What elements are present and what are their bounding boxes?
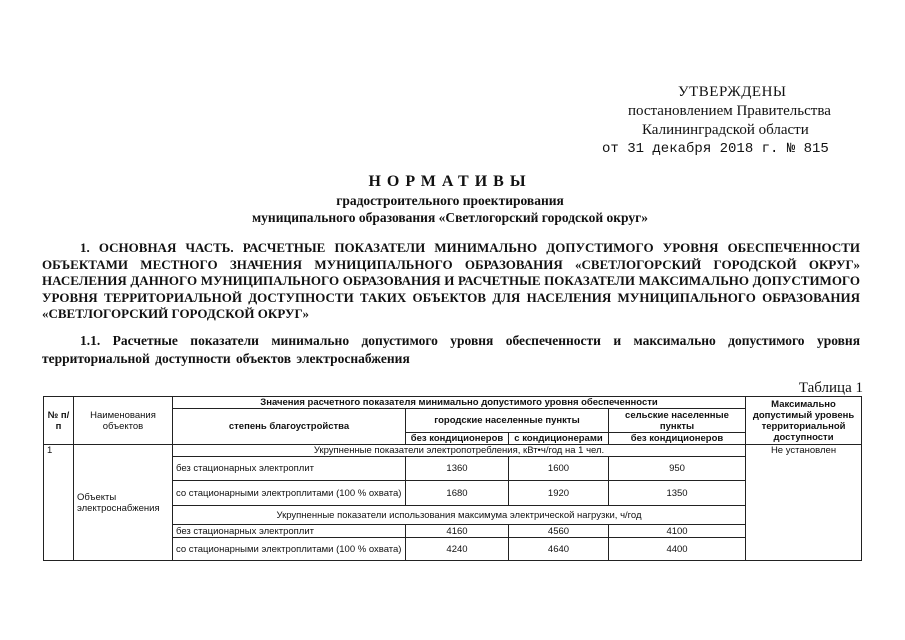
value-urban-no-ac: 1360 bbox=[406, 457, 509, 481]
row-label: без стационарных электроплит bbox=[173, 525, 406, 538]
value-urban-no-ac: 4160 bbox=[406, 525, 509, 538]
section-heading: 1. ОСНОВНАЯ ЧАСТЬ. РАСЧЕТНЫЕ ПОКАЗАТЕЛИ МИНИМАЛЬНО ДОПУСТИМОГО УРОВНЯ ОБЕСПЕЧЕННОСТИ ОБЪЕКТАМИ МЕСТНОГО ЗНАЧЕНИЯ МУНИЦИПАЛЬНОГО ОБРАЗОВАНИЯ «СВЕТЛОГОРСКИЙ ГОРОДСКОЙ ОКРУГ» НАСЕЛЕНИЯ ДАННОГО МУНИЦИПАЛЬНОГО ОБРАЗОВАНИЯ И РАСЧЕТНЫЕ ПОКАЗАТЕЛИ МАКСИМАЛЬНО ДОПУСТИМОГО УРОВНЯ ТЕРРИТОРИАЛЬНОЙ ДОСТУПНОСТИ ТАКИХ ОБЪЕКТОВ ДЛЯ НАСЕЛЕНИЯ МУНИЦИПАЛЬНОГО ОБРАЗОВАНИЯ «СВЕТЛОГОРСКИЙ ГОРОДСКОЙ ОКРУГ» bbox=[42, 240, 860, 321]
value-urban-with-ac: 1920 bbox=[509, 481, 609, 506]
approval-line-date: от 31 декабря 2018 г. № 815 bbox=[602, 141, 829, 157]
value-urban-with-ac: 1600 bbox=[509, 457, 609, 481]
value-urban-with-ac: 4560 bbox=[509, 525, 609, 538]
header-max-access: Максимально допустимый уровень территориальной доступности bbox=[746, 397, 862, 445]
value-urban-no-ac: 4240 bbox=[406, 538, 509, 561]
row-number: 1 bbox=[44, 445, 74, 561]
group1-title: Укрупненные показатели электропотребления, кВт•ч/год на 1 чел. bbox=[173, 445, 746, 457]
value-rural: 1350 bbox=[609, 481, 746, 506]
header-values-group: Значения расчетного показателя минимально допустимого уровня обеспеченности bbox=[173, 397, 746, 409]
row-label: со стационарными электроплитами (100 % охвата) bbox=[173, 538, 406, 561]
norms-table bbox=[43, 396, 862, 561]
document-subtitle-1: градостроительного проектирования bbox=[336, 193, 564, 208]
value-rural: 4100 bbox=[609, 525, 746, 538]
header-object-name: Наименования объектов bbox=[74, 397, 173, 445]
value-rural: 950 bbox=[609, 457, 746, 481]
header-rural: сельские населенные пункты bbox=[609, 409, 746, 433]
table-caption: Таблица 1 bbox=[798, 380, 863, 396]
object-name-cell: Объекты электроснабжения bbox=[74, 445, 173, 561]
subsection-heading: 1.1. Расчетные показатели минимально допустимого уровня обеспеченности и максимально допустимого уровня территориальной доступности объектов электроснабжения bbox=[42, 333, 860, 366]
approval-block bbox=[600, 83, 900, 159]
header-urban-with-ac: с кондиционерами bbox=[509, 433, 609, 445]
header-improvement: степень благоустройства bbox=[173, 409, 406, 445]
value-urban-no-ac: 1680 bbox=[406, 481, 509, 506]
approval-line-decree: постановлением Правительства bbox=[628, 103, 831, 119]
header-urban: городские населенные пункты bbox=[406, 409, 609, 433]
approval-line-region: Калининградской области bbox=[642, 122, 809, 138]
value-rural: 4400 bbox=[609, 538, 746, 561]
max-access-value: Не установлен bbox=[746, 445, 862, 561]
row-label: со стационарными электроплитами (100 % охвата) bbox=[173, 481, 406, 506]
value-urban-with-ac: 4640 bbox=[509, 538, 609, 561]
approval-title: УТВЕРЖДЕНЫ bbox=[678, 84, 787, 100]
header-num: № п/п bbox=[44, 397, 74, 445]
row-label: без стационарных электроплит bbox=[173, 457, 406, 481]
header-rural-no-ac: без кондиционеров bbox=[609, 433, 746, 445]
document-title: НОРМАТИВЫ bbox=[368, 173, 532, 190]
document-subtitle-2: муниципального образования «Светлогорский городской округ» bbox=[251, 210, 649, 225]
header-urban-no-ac: без кондиционеров bbox=[406, 433, 509, 445]
group2-title: Укрупненные показатели использования максимума электрической нагрузки, ч/год bbox=[173, 506, 746, 525]
